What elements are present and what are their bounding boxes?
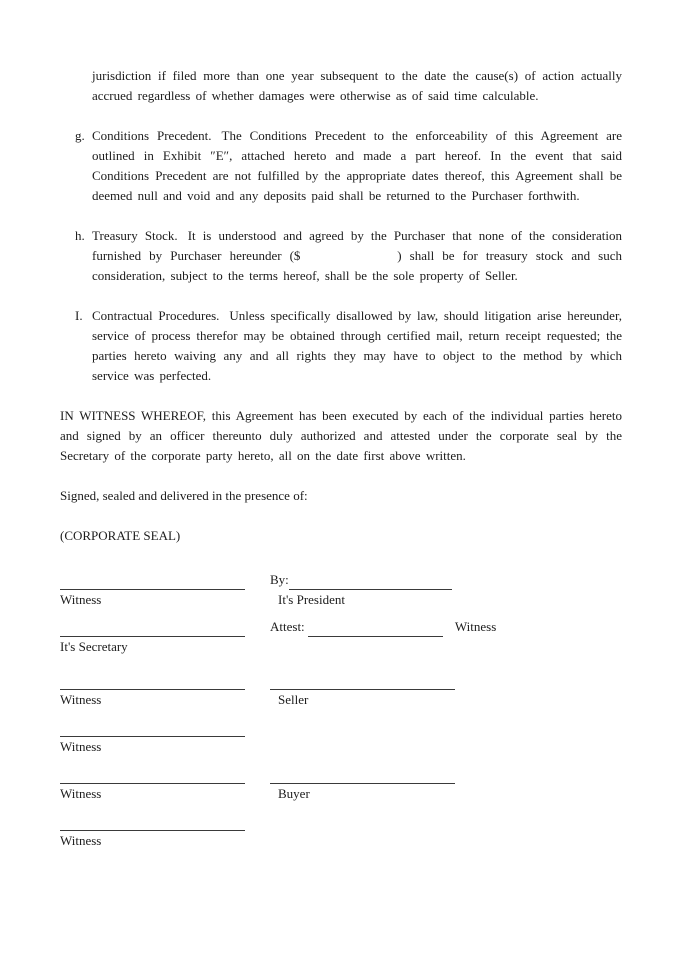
signature-row <box>60 717 622 737</box>
witness-whereof-paragraph: IN WITNESS WHEREOF, this Agreement has been executed by each of the individual parties hereto and signed by an officer thereunto duly authorized and attested under the corporate seal by the Secretary of the corporate party hereto, all on the date first above written. <box>60 408 622 463</box>
signature-label-row <box>60 637 622 657</box>
witness-label: Witness <box>60 786 102 801</box>
buyer-label: Buyer <box>278 786 310 801</box>
seller-label: Seller <box>278 692 309 707</box>
signature-label-row <box>60 590 622 610</box>
buyer-signature-line <box>270 768 455 784</box>
witness-signature-line <box>60 621 245 637</box>
clause-body: It is understood and agreed by the Purchaser that none of the consideration furnished by Purchaser hereunder ($ ) shall be for treasury stock and such consideration, subject to the terms hereof, shall be the sole property of Seller. <box>92 228 622 283</box>
its-secretary-label: It's Secretary <box>60 639 128 654</box>
clause-treasury-stock <box>60 226 622 286</box>
clause-title: Conditions Precedent. <box>92 128 212 143</box>
witness-label: Witness <box>454 619 497 634</box>
clause-label: h. <box>75 228 85 243</box>
clause-title: Treasury Stock. <box>92 228 178 243</box>
signature-label-row <box>60 831 622 851</box>
signature-label-row <box>60 784 622 804</box>
signature-label-row <box>60 737 622 757</box>
continuation-paragraph: jurisdiction if filed more than one year subsequent to the date the cause(s) of action actually accrued regardless of whether damages were otherwise as of said time calculable. <box>92 68 622 103</box>
clause-conditions-precedent <box>60 126 622 206</box>
signature-row <box>60 570 622 590</box>
signature-row <box>60 811 622 831</box>
witness-signature-line <box>60 721 245 737</box>
clause-body: The Conditions Precedent to the enforceability of this Agreement are outlined in Exhibit ″E″, attached hereto and made a part hereof. In the event that said Conditions Precedent are not fulfilled by the appropriate dates thereof, this Agreement shall be deemed null and void and any deposits paid shall be returned to the Purchaser forthwith. <box>92 128 622 203</box>
witness-signature-line <box>60 815 245 831</box>
by-label: By: <box>270 572 289 587</box>
signature-row <box>60 764 622 784</box>
its-president-label: It's President <box>278 592 345 607</box>
clause-body: Unless specifically disallowed by law, should litigation arise hereunder, service of process therefor may be obtained through certified mail, return receipt requested; the parties hereto waiving any and all rights they may have to object to the method by which service was perfected. <box>92 308 623 383</box>
clause-contractual-procedures <box>60 306 622 386</box>
witness-signature-line <box>60 768 245 784</box>
attest-label: Attest: <box>270 619 305 634</box>
signature-label-row <box>60 690 622 710</box>
signature-row <box>60 670 622 690</box>
attest-signature-line <box>308 621 443 637</box>
signature-block <box>60 570 622 851</box>
signature-row <box>60 617 622 637</box>
witness-signature-line <box>60 574 245 590</box>
by-signature-line <box>289 574 452 590</box>
clause-label: g. <box>75 128 85 143</box>
witness-label: Witness <box>60 833 102 848</box>
presence-line: Signed, sealed and delivered in the presence of: <box>60 488 308 503</box>
witness-signature-line <box>60 674 245 690</box>
witness-label: Witness <box>60 739 102 754</box>
clause-label: I. <box>75 308 83 323</box>
corporate-seal-line: (CORPORATE SEAL) <box>60 528 181 543</box>
clause-title: Contractual Procedures. <box>92 308 220 323</box>
witness-label: Witness <box>60 692 102 707</box>
witness-label: Witness <box>60 592 102 607</box>
seller-signature-line <box>270 674 455 690</box>
